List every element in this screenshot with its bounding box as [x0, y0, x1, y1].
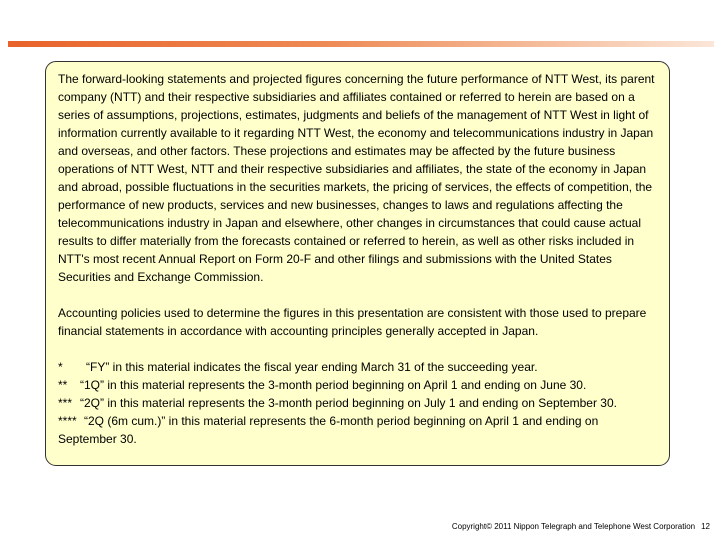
note-text: “2Q” in this material represents the 3-month period beginning on July 1 and ending on September 30.: [80, 396, 617, 410]
paragraph-spacer: [58, 286, 659, 304]
note-fy: [58, 358, 659, 376]
disclaimer-box: [45, 61, 670, 466]
note-1q: [58, 376, 659, 394]
note-2q: [58, 394, 659, 412]
note-text: “1Q” in this material represents the 3-month period beginning on April 1 and ending on June 30.: [80, 378, 587, 392]
forward-looking-statement: The forward-looking statements and projected figures concerning the future performance of NTT West, its parent company (NTT) and their respective subsidiaries and affiliates contained or referred to herein are based on a series of assumptions, projections, estimates, judgments and beliefs of the management of NTT West in light of information currently available to it regarding NTT West, the economy and telecommunications industry in Japan and overseas, and other factors. These projections and estimates may be affected by the future business operations of NTT West, NTT and their respective subsidiaries and affiliates, the state of the economy in Japan and abroad, possible fluctuations in the securities markets, the pricing of services, the effects of competition, the performance of new products, services and new businesses, changes to laws and regulations affecting the telecommunications industry in Japan and elsewhere, other changes in circumstances that could cause actual results to differ materially from the forecasts contained or referred to herein, as well as other risks included in NTT's most recent Annual Report on Form 20-F and other filings and submissions with the United States Securities and Exchange Commission.: [58, 72, 655, 284]
note-marker: **: [58, 378, 68, 392]
note-marker: ***: [58, 396, 73, 410]
accounting-policy-statement: Accounting policies used to determine the figures in this presentation are consistent with those used to prepare financial statements in accordance with accounting principles generally accepted in Japan.: [58, 306, 647, 338]
footer: [452, 522, 710, 532]
note-marker: *: [58, 360, 63, 374]
note-text: “2Q (6m cum.)” in this material represents the 6-month period beginning on April 1 and ending on September 30.: [58, 414, 599, 446]
paragraph-spacer: [58, 340, 659, 358]
note-marker: ****: [58, 414, 77, 428]
note-2q-cumulative: [58, 412, 659, 448]
note-text: “FY” in this material indicates the fiscal year ending March 31 of the succeeding year.: [86, 360, 538, 374]
page-number: 12: [701, 522, 710, 531]
definition-notes: [58, 358, 659, 448]
header-accent-rule: [8, 41, 714, 47]
copyright-notice: Copyright© 2011 Nippon Telegraph and Telephone West Corporation: [451, 522, 696, 531]
